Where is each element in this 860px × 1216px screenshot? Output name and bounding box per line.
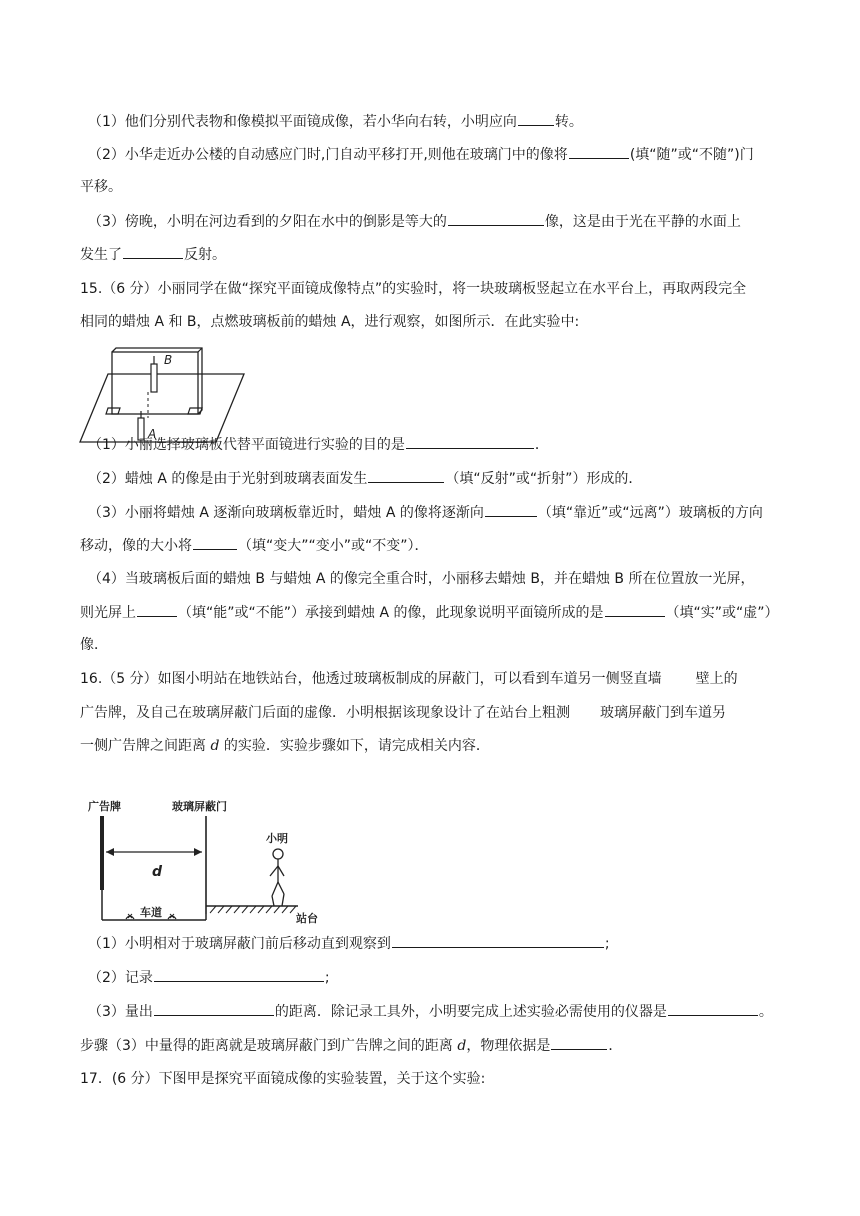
q14-part1-text: （1）他们分别代表物和像模拟平面镜成像，若小华向右转，小明应向 (88, 114, 517, 130)
q14-part2-text: （2）小华走近办公楼的自动感应门时,门自动平移打开,则他在玻璃门中的像将 (88, 147, 568, 163)
q16-heading-cont2: 一侧广告牌之间距离 d 的实验．实验步骤如下，请完成相关内容． (80, 738, 490, 754)
q15-part3: （3）小丽将蜡烛 A 逐渐向玻璃板靠近时，蜡烛 A 的像将逐渐向 （填“靠近”或“远离”）玻璃板的方向 (88, 502, 792, 522)
label-a: A (148, 427, 157, 441)
label-platform: 站台 (296, 912, 318, 924)
answer-blank[interactable] (518, 111, 554, 126)
q14-part2-cont: 平移。 (80, 179, 122, 195)
label-glass-door: 玻璃屏蔽门 (172, 800, 227, 813)
q14-part2 (88, 144, 792, 164)
q16-step3-note: 步骤（3）中量得的距离就是玻璃屏蔽门到广告牌之间的距离 d，物理依据是 ． (80, 1035, 784, 1055)
subway-platform-figure (84, 796, 344, 924)
answer-blank[interactable] (569, 144, 629, 159)
q15-part4: （4）当玻璃板后面的蜡烛 B 与蜡烛 A 的像完全重合时，小丽移去蜡烛 B，并在蜡烛 B 所在位置放一光屏， (88, 571, 755, 587)
answer-blank[interactable] (485, 502, 537, 517)
q14-part2-tail: (填“随”或“不随”)门 (629, 147, 754, 163)
q16-heading-cont1: 广告牌，及自己在玻璃屏蔽门后面的虚像．小明根据该现象设计了在站台上粗测 玻璃屏蔽门到车道另 (80, 705, 726, 721)
glass-plate-candle-figure (78, 346, 248, 446)
answer-blank[interactable] (668, 1001, 758, 1016)
label-xiaoming: 小明 (266, 832, 288, 845)
q14-part3-cont: 发生了 反射。 (80, 244, 784, 264)
label-b: B (164, 353, 173, 367)
answer-blank[interactable] (368, 468, 444, 483)
answer-blank[interactable] (448, 211, 544, 226)
label-track: 车道 (140, 906, 162, 919)
q14-part3-tail: 像，这是由于光在平静的水面上 (544, 214, 741, 230)
q15-part4-cont: 则光屏上 （填“能”或“不能”）承接到蜡烛 A 的像，此现象说明平面镜所成的是 （填“实”或“虚”） (80, 602, 784, 622)
q17-heading: 17．(6 分）下图甲是探究平面镜成像的实验装置，关于这个实验: (80, 1071, 486, 1087)
answer-blank[interactable] (392, 933, 604, 948)
q16-step3: （3）量出 的距离．除记录工具外，小明要完成上述实验必需使用的仪器是 。 (88, 1001, 792, 1021)
q14-part1-tail: 转。 (554, 114, 583, 130)
answer-blank[interactable] (154, 967, 324, 982)
answer-blank[interactable] (193, 535, 237, 550)
q15-part1: （1）小丽选择玻璃板代替平面镜进行实验的目的是 ． (88, 434, 792, 454)
q15-heading: 15.（6 分）小丽同学在做“探究平面镜成像特点”的实验时，将一块玻璃板竖起立在水平台上，再取两段完全 (80, 281, 747, 297)
q16-heading: 16.（5 分）如图小明站在地铁站台，他透过玻璃板制成的屏蔽门，可以看到车道另一侧竖直墙 壁上的 (80, 671, 738, 687)
label-distance-d: d (152, 864, 163, 880)
q14-part1 (88, 111, 792, 131)
q15-part3-cont: 移动，像的大小将 （填“变大”“变小”或“不变”）． (80, 535, 784, 555)
answer-blank[interactable] (137, 602, 177, 617)
answer-blank[interactable] (551, 1035, 607, 1050)
label-billboard: 广告牌 (88, 800, 121, 813)
answer-blank[interactable] (123, 244, 183, 259)
answer-blank[interactable] (406, 434, 534, 449)
q16-step1: （1）小明相对于玻璃屏蔽门前后移动直到观察到 ; (88, 933, 792, 953)
q16-step2: （2）记录 ; (88, 967, 792, 987)
answer-blank[interactable] (154, 1001, 274, 1016)
answer-blank[interactable] (605, 602, 665, 617)
q14-part3-text: （3）傍晚，小明在河边看到的夕阳在水中的倒影是等大的 (88, 214, 447, 230)
q15-part2: （2）蜡烛 A 的像是由于光射到玻璃表面发生 （填“反射”或“折射”）形成的． (88, 468, 792, 488)
q15-heading-cont: 相同的蜡烛 A 和 B，点燃玻璃板前的蜡烛 A，进行观察，如图所示．在此实验中: (80, 314, 580, 330)
q14-part3 (88, 211, 792, 231)
q15-part4-end: 像． (80, 637, 108, 653)
